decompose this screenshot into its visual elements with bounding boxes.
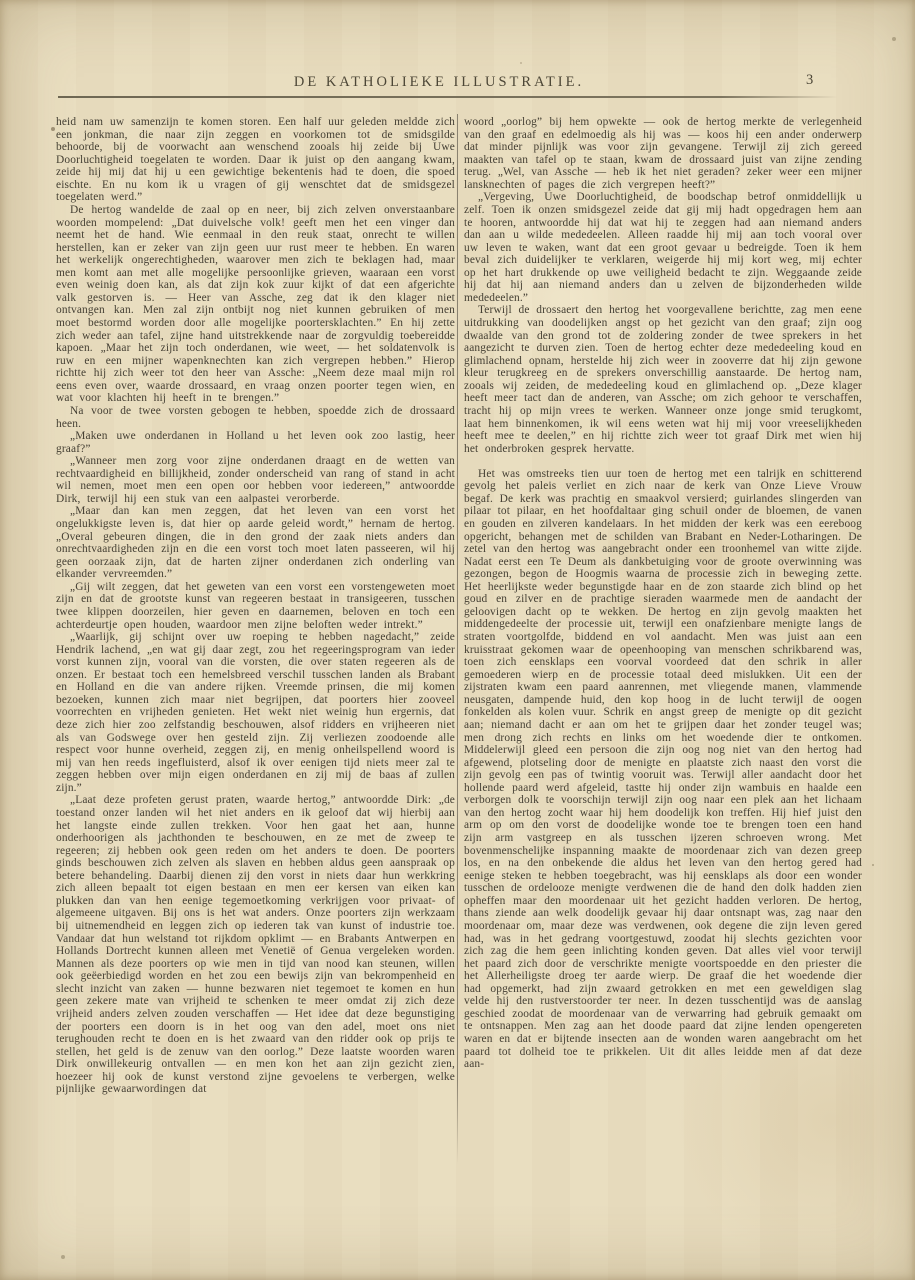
paragraph: „Gij wilt zeggen, dat het geweten van een vorst een vorstengeweten moet zijn en dat de grootste kunst van regeeren bestaat in transigeeren, tusschen twee klippen doorzeilen, hier geven en daarnemen, beloven en toch een achterdeurtje open houden, waardoor men zijne beloften weder intrekt.” bbox=[56, 580, 455, 631]
paragraph: „Waarlijk, gij schijnt over uw roeping te hebben nagedacht,” zeide Hendrik lachend, „en wat gij daar zegt, zou het regeeringsprogram van ieder vorst kunnen zijn, vooral van die vorsten, die over staten regeeren als de onzen. Er bestaat toch een hemelsbreed verschil tusschen landen als Brabant en Holland en die van andere rijken. Vreemde prinsen, die mij komen bezoeken, kunnen zich maar niet begrijpen, dat poorters hier zooveel voorrechten en vrijheden genieten. Het wekt niet weinig hun ergernis, dat deze zich hier zoo zelfstandig beschouwen, alsof ridders en vrijheeren niet als van Godswege over hen gesteld zijn. Zij verliezen zoodoende alle respect voor hunne overheid, zeggen zij, en menig onheilspellend woord is mij van hen reeds ingefluisterd, alsof ik over eenigen tijd niets meer zal te zeggen hebben over mijn eigen onderdanen en zij mij de baas af zullen zijn.” bbox=[56, 631, 455, 794]
paragraph: Het was omstreeks tien uur toen de hertog met een talrijk en schitterend gevolg het paleis verliet en zich naar de kerk van Onze Lieve Vrouw begaf. De kerk was prachtig en smaakvol versierd; guirlandes slingerden van pilaar tot pilaar, en het hoofdaltaar ging schuil onder de bloemen, de vanen en gouden en zilveren kandelaars. In het midden der kerk was een eereboog opgericht, behangen met de schilden van Brabant en Neder-Lotharingen. De zetel van den hertog was aangebracht onder een troonhemel van witte zijde. Nadat eerst een Te Deum als dankbetuiging voor de groote overwinning was gezongen, begon de Hoogmis waarna de processie zich in beweging zette. Het heerlijkste weder begunstigde haar en de zon staarde zich blind op het goud en zilver en de prachtige sieraden waarmede men de aandacht der geloovigen dacht op te wekken. De hertog en zijn gevolg maakten het middengedeelte der processie uit, terwijl een onafzienbare menigte langs de straten voortgolfde, biddend en vol aandacht. Men was juist aan een kruisstraat gekomen waar de opeenhooping van menschen schrikbarend was, toen zich eensklaps een voorval voordeed dat den schrik in aller gemoederen wierp en de processie totaal deed mislukken. Uit een der zijstraten kwam een paard aanrennen, met vliegende manen, vlammende neusgaten, dampende huid, den kop hoog in de lucht terwijl de oogen fonkelden als kolen vuur. Schrik en angst greep de menigte op dit gezicht aan; niemand dacht er aan om het te grijpen daar het zonder teugel was; men drong zich rechts en links om het woedende dier te ontkomen. Middelerwijl gleed een persoon die zijn oog nog niet van den hertog had afgewend, plotseling door de menigte en plaatste zich naast den vorst die zijn gevolg een pas of twintig vooruit was. Terwijl aller aandacht door het hollende paard werd afgeleid, tastte hij onder zijn wambuis en haalde een verborgen dolk te voorschijn terwijl zijn oog naar een plek aan het lichaam van den hertog zocht waar hij hem doodelijk kon treffen. Hij hief juist den arm op om den vorst de doodelijke wonde toe te brengen toen een hand zijn arm vastgreep en als tusschen ijzeren schroeven wrong. Met bovenmenschelijke inspanning maakte de moordenaar zich van dezen greep los, en na den onbekende die aldus het leven van den hertog gered had eenige steken te hebben toegebracht, was hij eensklaps als door een wonder tusschen de ordelooze menigte verdwenen die de hand den dolk hadden zien opheffen maar den moordenaar uit het gezicht hadden verloren. De hertog, thans ziende aan welk doodelijk gevaar hij daar ontsnapt was, zag naar den moordenaar om, maar deze was verdwenen, ook degene die zijn leven gered had, was in het gedrang voortgestuwd, zoodat hij slechts gezichten voor zich zag die hem geen inlichting konden geven. Dat alles viel voor terwijl het paard zich door de verschrikte menigte voortspoedde en den priester die het Allerheiligste droeg ter aarde wierp. De graaf die het woedende dier had opgemerkt, had zijn zwaard getrokken en met een geweldigen slag velde hij den rustverstoorder ter neer. In dezen tusschentijd was de aanslag geschied zoodat de moordenaar van de verwarring had gebruik gemaakt om te ontsnappen. Men zag aan het doode paard dat zijne lenden opengereten waren en dat er bijtende insecten aan de wonden waren aangebracht om het paard tot dolheid toe te prikkelen. Uit dit alles leidde men af dat deze aan- bbox=[464, 467, 863, 1071]
paragraph: „Vergeving, Uwe Doorluchtigheid, de boodschap betrof onmiddellijk u zelf. Toen ik onzen smidsgezel zeide dat gij mij hadt opgedragen hem aan te hooren, antwoordde hij dat wat hij te zeggen had aan niemand anders dan aan u wilde mededeelen. Alleen raadde hij mij aan toch vooral over uw leven te waken, want dat een groot gevaar u bedreigde. Toen ik hem beval zich duidelijker te verklaren, weigerde hij mij kort weg, mij echter op het hart drukkende op uwe veiligheid bedacht te zijn. Weggaande zeide hij dat hij aan niemand anders dan u zelven de bijzonderheden wilde mededeelen.” bbox=[464, 191, 862, 304]
paragraph: „Maken uwe onderdanen in Holland u het leven ook zoo lastig, heer graaf?” bbox=[56, 430, 455, 455]
column-divider bbox=[457, 114, 458, 1164]
header-rule bbox=[58, 96, 838, 98]
page-title: DE KATHOLIEKE ILLUSTRATIE. bbox=[293, 74, 585, 90]
paragraph: heid nam uw samenzijn te komen storen. Een half uur geleden meldde zich een jonkman, die naar zijn zeggen en voorkomen tot de smidsgilde behoorde, bij de voorwacht aan wenschend zooals hij zeide bij Uwe Doorluchtigheid toegelaten te worden. Daar ik juist op den aangang kwam, zeide hij mij dat hij u een gewichtige bekentenis had te doen, die spoed eischte. En nu kom ik u vragen of gij wenschtet dat de smidsgezel toegelaten werd.” bbox=[56, 116, 455, 204]
text-column-right bbox=[464, 116, 862, 1071]
text-column-left bbox=[56, 116, 455, 1096]
paragraph: Terwijl de drossaert den hertog het voorgevallene berichtte, zag men eene uitdrukking van doodelijken angst op het gezicht van den graaf; zijn oog dwaalde van den grond tot de zoldering zonder de twee sprekers in het aangezicht te durven zien. Toen de hertog echter deze mededeeling koud en glimlachend opnam, herstelde hij zich weer in zooverre dat hij zijn gewone kleur terugkreeg en de sprekers onverschillig aanstaarde. De hertog nam, zooals wij zeiden, de mededeeling koud en glimlachend op. „Deze klager heeft meer tact dan de anderen, van Assche; om zich gehoor te verschaffen, tracht hij op mijn vrees te werken. Wanneer onze jonge smid terugkomt, laat hem binnenkomen, ik wil eens weten wat hij mij voor vreeselijkheden heeft mee te deelen,” en hij richtte zich weer tot graaf Dirk met wien hij het onderbroken gesprek hervatte. bbox=[464, 304, 862, 455]
paragraph: „Laat deze profeten gerust praten, waarde hertog,” antwoordde Dirk: „de toestand onzer landen wil het niet anders en ik geloof dat wij hierbij aan het langste einde zullen trekken. Voor hen gaat het aan, hunne onderhoorigen als jachthonden te beschouwen, en ze met de zweep te regeeren; zij hebben ook geen reden om het anders te doen. De poorters ginds beschouwen zich zelven als slaven en hebben aldus geen aanspraak op betere behandeling. Daarbij dienen zij den vorst in niets daar hun werkkring zich alleen bepaalt tot eigen bestaan en men eer kersen van eiken kan plukken dan van hen eenige tegemoetkoming verkrijgen voor privaat- of algemeene uitgaven. Bij ons is het wat anders. Onze poorters zijn werkzaam bij uitnemendheid en leggen zich op iederen tak van kunst of industrie toe. Vandaar dat hun welstand tot rijkdom opklimt — en Brabants Antwerpen en Hollands Dortrecht kunnen alleen met Venetië of Genua vergeleken worden. Mannen als deze poorters op wie men in tijd van nood kan steunen, willen ook geëerbiedigd worden en het zou een bewijs zijn van bekrompenheid en slecht inzicht van zaken — hunne bezwaren niet tegemoet te komen en hun geen zekere mate van vrijheid te schenken te meer omdat zij zich deze vrijheid anders zelven zouden verschaffen — Het idee dat deze begunstiging der poorters een doorn is in het oog van den adel, moet ons niet terughouden recht te doen en is het zwaard van den ridder ook op prijs te stellen, het geld is de zenuw van den oorlog.” Deze laatste woorden waren Dirk onwillekeurig ontvallen — en men kon het aan zijn gezicht zien, hoezeer hij ook de kunst verstond zijne gevoelens te verbergen, welke pijnlijke gewaarwordingen dat bbox=[56, 794, 455, 1096]
page-number: 3 bbox=[806, 72, 814, 88]
paragraph: Na voor de twee vorsten gebogen te hebben, spoedde zich de drossaard heen. bbox=[56, 404, 455, 430]
paragraph: woord „oorlog” bij hem opwekte — ook de hertog merkte de verlegenheid van den graaf en edelmoedig als hij was — koos hij een ander onderwerp dat minder pijnlijk was voor zijn gevangene. Terwijl zij zich gereed maakten van tafel op te staan, kwam de drossaard juist van zijne zending terug. „Wel, van Assche — heb ik het niet geraden? zeker weer een mijner lansknechten of pages die zich vergrepen heeft?” bbox=[464, 116, 862, 191]
paragraph: De hertog wandelde de zaal op en neer, bij zich zelven onverstaanbare woorden mompelend: „Dat duivelsche volk! geeft men het een vinger dan neemt het de hand. Wie eenmaal in den reuk staat, onrecht te willen herstellen, kan er zeker van zijn geen uur rust meer te hebben. En waren het werkelijk ongerechtigheden, waarover men zich te beklagen had, maar men komt aan met alle mogelijke persoonlijke grieven, waaraan een vorst even weinig doen kan, als dat zijn kok zuur kijkt of dat een afgerichte valk gestorven is. — Heer van Assche, zeg dat ik den klager niet ontvangen kan. Men zal zijn ontbijt nog niet kunnen gebruiken of men moet bestormd worden door alle mogelijke poortersklachten.” En hij zette zich weder aan tafel, zijne hand uitstrekkende naar de zorgvuldig toebereidde kapoen. „Maar het zijn toch onderdanen, wie weet, — het soldatenvolk is ruw en een mijner wapenknechten kan zich vergrepen hebben.” Hierop richtte hij zich weer tot den heer van Assche: „Neem deze maal mijn rol eens even over, waarde drossaard, en vraag onzen poorter tegen wien, en wat voor klachten hij heeft in te brengen.” bbox=[56, 203, 455, 405]
paragraph: „Wanneer men zorg voor zijne onderdanen draagt en de wetten van rechtvaardigheid en billijkheid, zonder onderscheid van rang of stand in acht wil nemen, moet men een open oor hebben voor iedereen,” antwoordde Dirk, terwijl hij een stuk van een aalpastei verorberde. bbox=[56, 455, 455, 505]
paper-specks bbox=[0, 0, 2, 2]
paragraph: „Maar dan kan men zeggen, dat het leven van een vorst het ongelukkigste leven is, dat hier op aarde geleid wordt,” hernam de hertog. „Overal gebeuren dingen, die in den grond der zaak niets anders dan onrechtvaardigheden zijn en die een vorst toch moet laten passeeren, wil hij geen oorzaak zijn, dat de harten zijner onderdanen zich onderling van elkander vervreemden.” bbox=[56, 505, 455, 581]
